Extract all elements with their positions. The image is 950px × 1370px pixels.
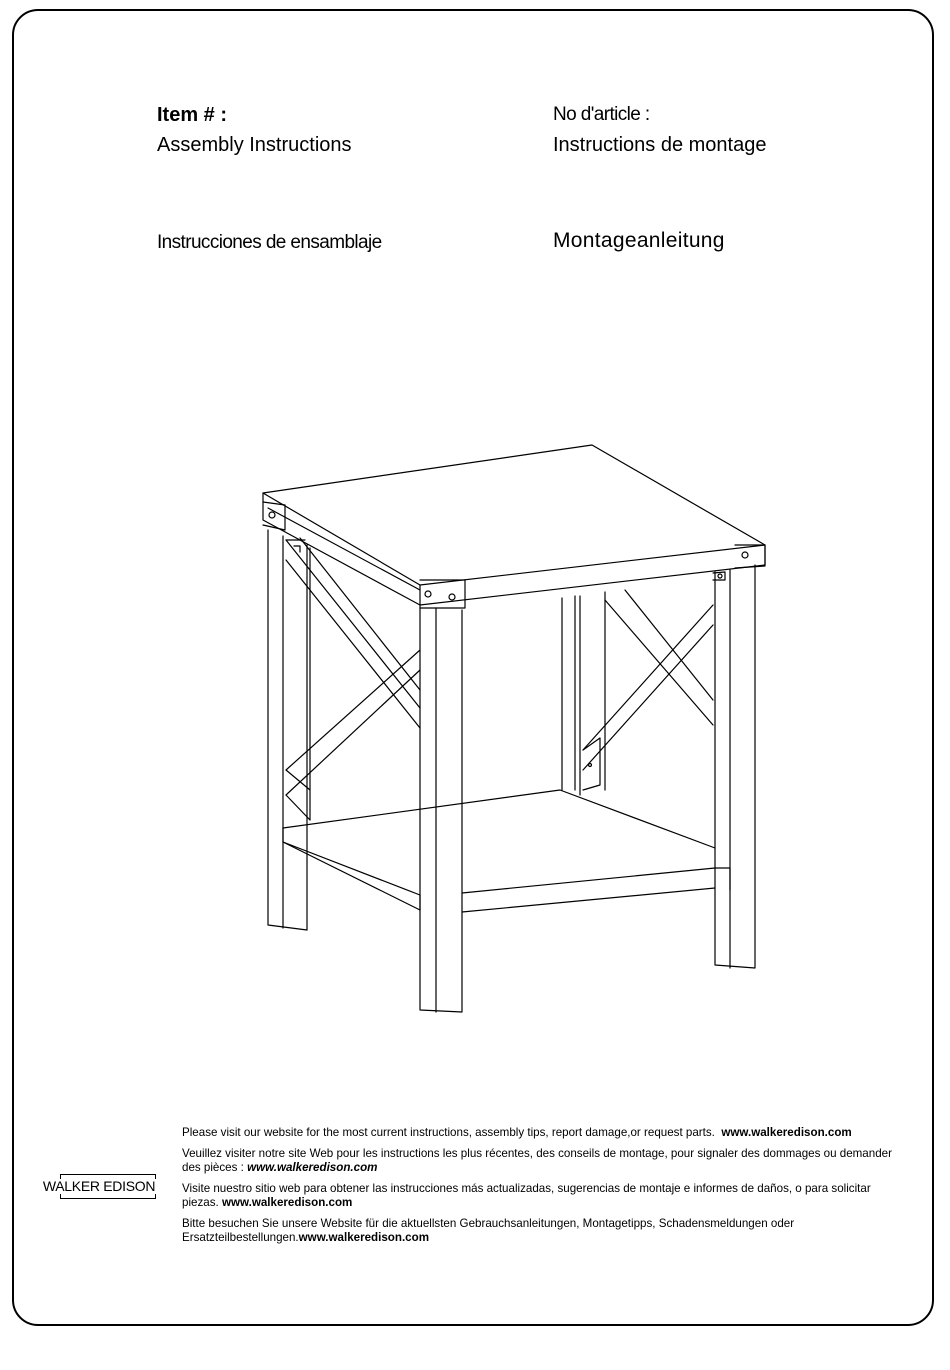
logo-text: WALKER EDISON bbox=[42, 1178, 156, 1194]
notice-en bbox=[182, 1126, 910, 1141]
back-left-leg bbox=[268, 530, 307, 930]
right-x-brace bbox=[583, 590, 713, 790]
corner-brackets bbox=[263, 502, 765, 767]
notice-en-text: Please visit our website for the most current instructions, assembly tips, report damage,or request parts. bbox=[182, 1126, 715, 1139]
assembly-instructions-title-es: Instrucciones de ensamblaje bbox=[157, 232, 382, 253]
back-right-leg bbox=[715, 565, 755, 968]
back-center-legs bbox=[562, 592, 605, 795]
lower-shelf bbox=[283, 790, 730, 912]
website-link-en[interactable]: www.walkeredison.com bbox=[721, 1126, 852, 1139]
logo-bottom-rule bbox=[60, 1198, 156, 1199]
logo-tick bbox=[60, 1194, 61, 1199]
notice-es-text: Visite nuestro sitio web para obtener las instrucciones más actualizadas, sugerencias de montaje e informes de daños, o para solicitar piezas. bbox=[182, 1181, 871, 1209]
logo-top-rule bbox=[60, 1174, 156, 1175]
notice-fr-text: Veuillez visiter notre site Web pour les instructions les plus récentes, des conseils de montage, pour signaler des dommages ou demander des pièces : bbox=[182, 1146, 892, 1174]
assembly-instructions-title-fr: Instructions de montage bbox=[553, 134, 767, 156]
assembly-instructions-title-de: Montageanleitung bbox=[553, 229, 725, 252]
assembly-instructions-title-en: Assembly Instructions bbox=[157, 134, 352, 156]
item-number-label: Item # : bbox=[157, 104, 228, 126]
item-number-label-fr: No d'article : bbox=[553, 104, 650, 125]
website-link-de[interactable]: www.walkeredison.com bbox=[298, 1231, 430, 1244]
logo-tick bbox=[155, 1194, 156, 1199]
left-x-brace bbox=[286, 538, 420, 820]
notice-de bbox=[182, 1217, 910, 1246]
website-notice bbox=[182, 1126, 910, 1252]
website-link-es[interactable]: www.walkeredison.com bbox=[221, 1196, 353, 1209]
walker-edison-logo bbox=[40, 1172, 158, 1202]
notice-de-text: Bitte besuchen Sie unsere Website für die aktuellsten Gebrauchsanleitungen, Montagetipps, Schadensmeldungen oder Ersatzteilbestellungen. bbox=[182, 1216, 795, 1244]
notice-fr bbox=[182, 1147, 910, 1176]
website-link-fr[interactable]: www.walkeredison.com bbox=[247, 1161, 378, 1174]
table-top bbox=[263, 445, 765, 605]
notice-es bbox=[182, 1182, 910, 1211]
